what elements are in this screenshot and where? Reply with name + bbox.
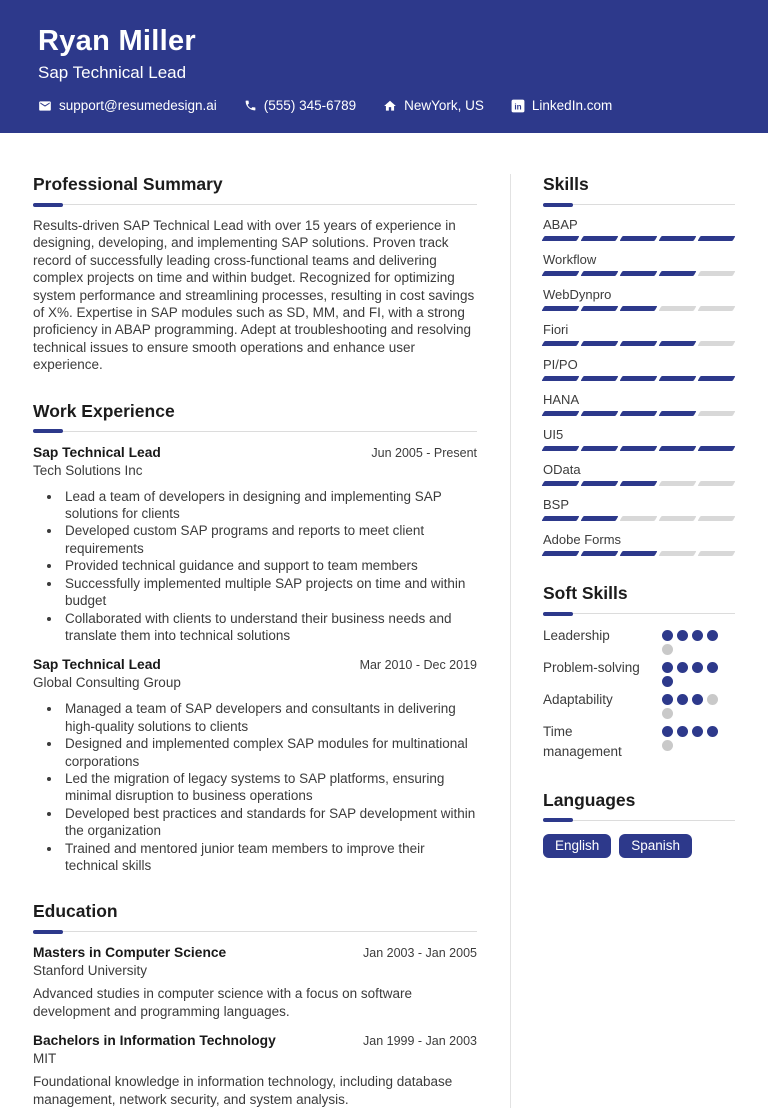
soft-skill-dots-meter	[662, 658, 724, 687]
job-entry	[33, 445, 477, 645]
experience-heading: Work Experience	[33, 401, 477, 432]
skills-section	[543, 174, 735, 556]
job-company: Tech Solutions Inc	[33, 462, 143, 478]
job-bullet-item: • Successfully implemented multiple SAP projects on time and within budget	[62, 575, 477, 610]
contact-email-text: support@resumedesign.ai	[59, 98, 217, 114]
skill-level-meter	[543, 516, 735, 521]
resume-header	[0, 0, 768, 133]
contact-location[interactable]	[383, 98, 484, 113]
skill-item	[543, 322, 735, 346]
skill-level-meter	[543, 306, 735, 311]
job-bullet-item: • Managed a team of SAP developers and consultants in delivering high-quality solutions to clients	[62, 700, 477, 735]
skill-item	[543, 287, 735, 311]
education-entry	[33, 945, 477, 1020]
education-description: Advanced studies in computer science with a focus on software development and programming languages.	[33, 986, 412, 1019]
skill-name: WebDynpro	[543, 287, 612, 302]
skill-level-meter	[543, 446, 735, 451]
contact-phone[interactable]	[244, 98, 356, 113]
education-description: Foundational knowledge in information technology, including database management, network security, and system analysis.	[33, 1074, 453, 1107]
soft-skill-item	[543, 690, 735, 719]
job-bullet-item: • Led the migration of legacy systems to SAP platforms, ensuring minimal disruption to business operations	[62, 770, 477, 805]
language-badge: Spanish	[619, 834, 692, 858]
phone-icon	[244, 99, 257, 112]
soft-skill-item	[543, 626, 735, 655]
soft-skill-name: Leadership	[543, 628, 610, 643]
contact-linkedin-text: LinkedIn.com	[531, 98, 613, 114]
soft-skill-name: Time management	[543, 724, 622, 760]
skill-level-meter	[543, 341, 735, 346]
school-name: MIT	[33, 1051, 57, 1067]
degree-title: Bachelors in Information Technology	[33, 1033, 276, 1049]
soft-skill-dots-meter	[662, 626, 724, 655]
job-dates: Jun 2005 - Present	[371, 445, 477, 460]
contact-linkedin[interactable]	[511, 98, 612, 113]
job-bullet-item: • Lead a team of developers in designing and implementing SAP solutions for clients	[62, 488, 477, 523]
person-name: Ryan Miller	[38, 25, 197, 57]
contact-row	[38, 98, 730, 113]
education-entry-head	[33, 1033, 477, 1048]
right-column	[510, 174, 735, 1108]
skill-level-meter	[543, 411, 735, 416]
skill-item	[543, 427, 735, 451]
skill-level-meter	[543, 376, 735, 381]
skill-name: HANA	[543, 392, 580, 407]
skill-name: Fiori	[543, 322, 569, 337]
language-badge: English	[543, 834, 611, 858]
person-job-title: Sap Technical Lead	[38, 63, 187, 83]
skill-level-meter	[543, 481, 735, 486]
contact-email[interactable]	[38, 98, 217, 113]
skill-name: OData	[543, 462, 581, 477]
soft-skills-list	[543, 626, 735, 763]
soft-skill-item	[543, 658, 735, 687]
soft-skill-dots-meter	[662, 722, 724, 751]
skill-level-meter	[543, 551, 735, 556]
left-column	[33, 174, 510, 1108]
linkedin-icon	[511, 99, 525, 113]
degree-title: Masters in Computer Science	[33, 945, 227, 961]
soft-skills-heading: Soft Skills	[543, 583, 735, 614]
job-title: Sap Technical Lead	[33, 444, 161, 460]
skill-item	[543, 392, 735, 416]
contact-location-text: NewYork, US	[404, 98, 484, 114]
skill-name: BSP	[543, 497, 570, 512]
skill-item	[543, 532, 735, 556]
education-dates: Jan 1999 - Jan 2003	[363, 1034, 477, 1049]
summary-text: Results-driven SAP Technical Lead with over 15 years of experience in designing, developing, and implementing SAP solutions. Proven track record of successfully leading cross-functional teams and delivering complex projects on time and within budget. Recognized for optimizing system performance and streamlining processes, resulting in cost savings of X%. Expertise in SAP modules such as SD, MM, and FI, with a strong proficiency in ABAP programming. Adept at troubleshooting and resolving technical issues to ensure smooth operations and enhance user experience.	[33, 218, 475, 373]
skill-level-meter	[543, 236, 735, 241]
skill-item	[543, 217, 735, 241]
skill-item	[543, 357, 735, 381]
job-entry-head	[33, 445, 477, 460]
job-bullets	[33, 488, 477, 645]
svg-text:in: in	[514, 102, 522, 112]
skill-item	[543, 462, 735, 486]
job-entry	[33, 657, 477, 874]
language-badges	[543, 834, 735, 858]
education-section	[33, 901, 477, 1108]
resume-body	[0, 133, 768, 1108]
languages-section	[543, 790, 735, 858]
job-entry-head	[33, 657, 477, 672]
job-bullet-item: • Trained and mentored junior team members to improve their technical skills	[62, 840, 477, 875]
languages-heading: Languages	[543, 790, 735, 821]
school-name: Stanford University	[33, 963, 148, 979]
soft-skill-item	[543, 722, 735, 763]
job-title: Sap Technical Lead	[33, 657, 161, 673]
skill-item	[543, 252, 735, 276]
job-company: Global Consulting Group	[33, 675, 181, 691]
skills-heading: Skills	[543, 174, 735, 205]
soft-skills-section	[543, 583, 735, 763]
soft-skill-name: Adaptability	[543, 692, 613, 707]
education-heading: Education	[33, 901, 477, 932]
experience-section	[33, 401, 477, 875]
education-entry-head	[33, 945, 477, 960]
skill-level-meter	[543, 271, 735, 276]
job-dates: Mar 2010 - Dec 2019	[359, 658, 477, 673]
skill-name: UI5	[543, 427, 564, 442]
skill-name: ABAP	[543, 217, 578, 232]
job-bullets	[33, 700, 477, 874]
job-bullet-item: • Developed best practices and standards for SAP development within the organization	[62, 805, 477, 840]
job-bullet-item: • Developed custom SAP programs and reports to meet client requirements	[62, 522, 477, 557]
education-entry	[33, 1033, 477, 1108]
soft-skill-dots-meter	[662, 690, 724, 719]
contact-phone-text: (555) 345-6789	[263, 98, 357, 114]
summary-section	[33, 174, 477, 374]
job-bullet-item: • Provided technical guidance and support to team members	[62, 557, 477, 574]
education-dates: Jan 2003 - Jan 2005	[363, 946, 477, 961]
skill-item	[543, 497, 735, 521]
soft-skill-name: Problem-solving	[543, 660, 640, 675]
skill-name: Adobe Forms	[543, 532, 622, 547]
skill-name: PI/PO	[543, 357, 578, 372]
email-icon	[38, 99, 52, 113]
summary-heading: Professional Summary	[33, 174, 477, 205]
job-bullet-item: • Designed and implemented complex SAP modules for multinational corporations	[62, 735, 477, 770]
skill-name: Workflow	[543, 252, 597, 267]
job-bullet-item: • Collaborated with clients to understand their business needs and translate them into technical solutions	[62, 610, 477, 645]
home-icon	[383, 99, 397, 113]
